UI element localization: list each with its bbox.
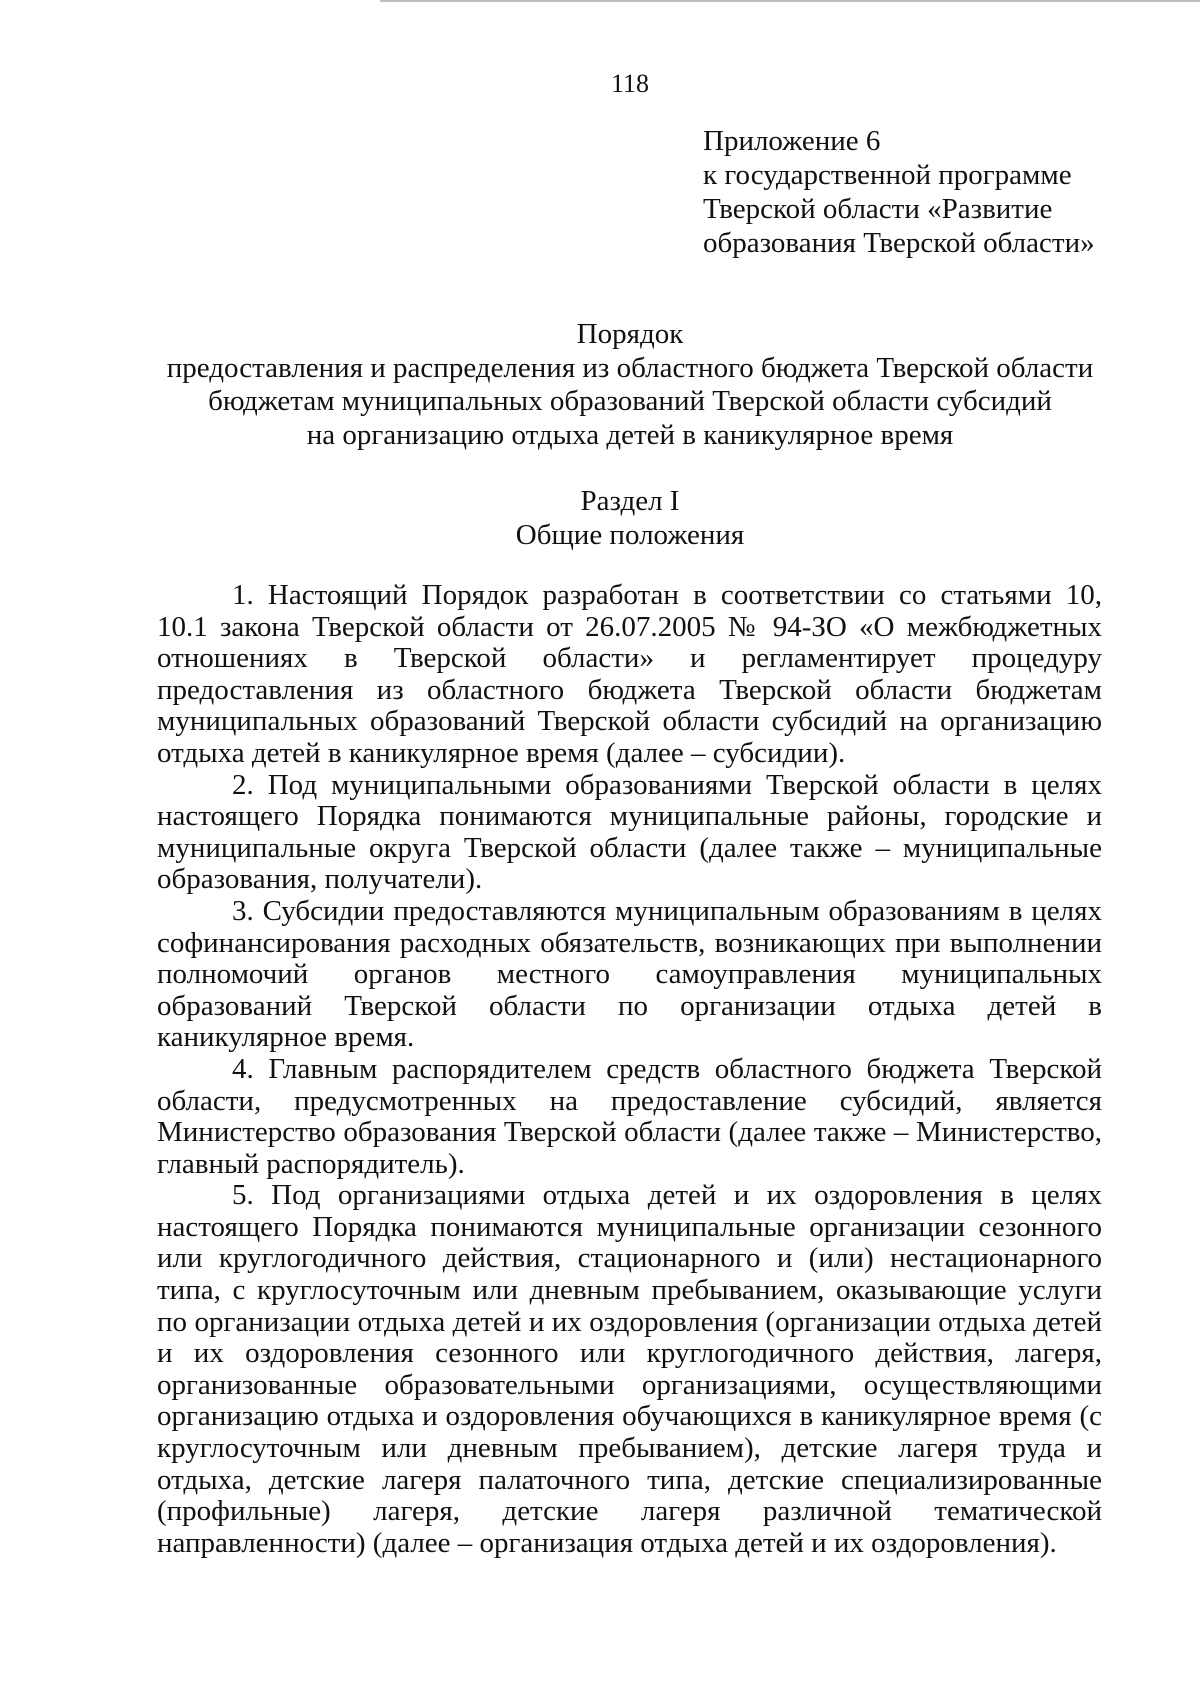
appendix-line: Тверской области «Развитие — [703, 193, 1053, 225]
title-line: бюджетам муниципальных образований Тверской области субсидий — [208, 385, 1052, 417]
paragraph-2: 2. Под муниципальными образованиями Тверской области в целях настоящего Порядка понимаются муниципальные районы, городские и муниципальные округа Тверской области (далее также – муниципальные образования, получатели). — [157, 768, 1102, 896]
section-name: Общие положения — [515, 519, 745, 551]
top-edge-line — [380, 0, 1200, 2]
appendix-line: Приложение 6 — [703, 125, 881, 157]
page-number: 118 — [610, 69, 650, 98]
paragraph-3: 3. Субсидии предоставляются муниципальным образованиям в целях софинансирования расходных обязательств, возникающих при выполнении полномочий органов местного самоуправления муниципальных образований Тверской области по организации отдыха детей в каникулярное время. — [157, 894, 1102, 1054]
title-heading: Порядок — [576, 318, 684, 350]
paragraph-4: 4. Главным распорядителем средств областного бюджета Тверской области, предусмотренных на предоставление субсидий, является Министерство образования Тверской области (далее также – Министерство, главный распорядитель). — [157, 1052, 1102, 1180]
document-body — [157, 580, 1102, 1559]
appendix-reference — [703, 124, 1163, 260]
paragraph-5: 5. Под организациями отдыха детей и их оздоровления в целях настоящего Порядка понимаются муниципальные организации сезонного или круглогодичного действия, стационарного и (или) нестационарного типа, с круглосуточным или дневным пребыванием, оказывающие услуги по организации отдыха детей и их оздоровления (организации отдыха детей и их оздоровления сезонного или круглогодичного действия, лагеря, организованные образовательными организациями, осуществляющими организацию отдыха и оздоровления обучающихся в каникулярное время (с круглосуточным или дневным пребыванием), детские лагеря труда и отдыха, детские лагеря палаточного типа, детские специализированные (профильные) лагеря, детские лагеря различной тематической направленности) (далее – организация отдыха детей и их оздоровления). — [157, 1179, 1102, 1559]
paragraph-1: 1. Настоящий Порядок разработан в соответствии со статьями 10, 10.1 закона Тверской области от 26.07.2005 № 94-ЗО «О межбюджетных отношениях в Тверской области» и регламентирует процедуру предоставления из областного бюджета Тверской области бюджетам муниципальных образований Тверской области субсидий на организацию отдыха детей в каникулярное время (далее – субсидии). — [157, 579, 1102, 769]
section-number: Раздел I — [580, 485, 680, 517]
appendix-line: образования Тверской области» — [703, 227, 1095, 259]
title-line: предоставления и распределения из областного бюджета Тверской области — [166, 351, 1094, 384]
appendix-line: к государственной программе — [703, 159, 1072, 191]
section-heading — [160, 484, 1100, 552]
title-line: на организацию отдыха детей в каникулярное время — [306, 418, 954, 451]
document-title — [160, 318, 1100, 452]
